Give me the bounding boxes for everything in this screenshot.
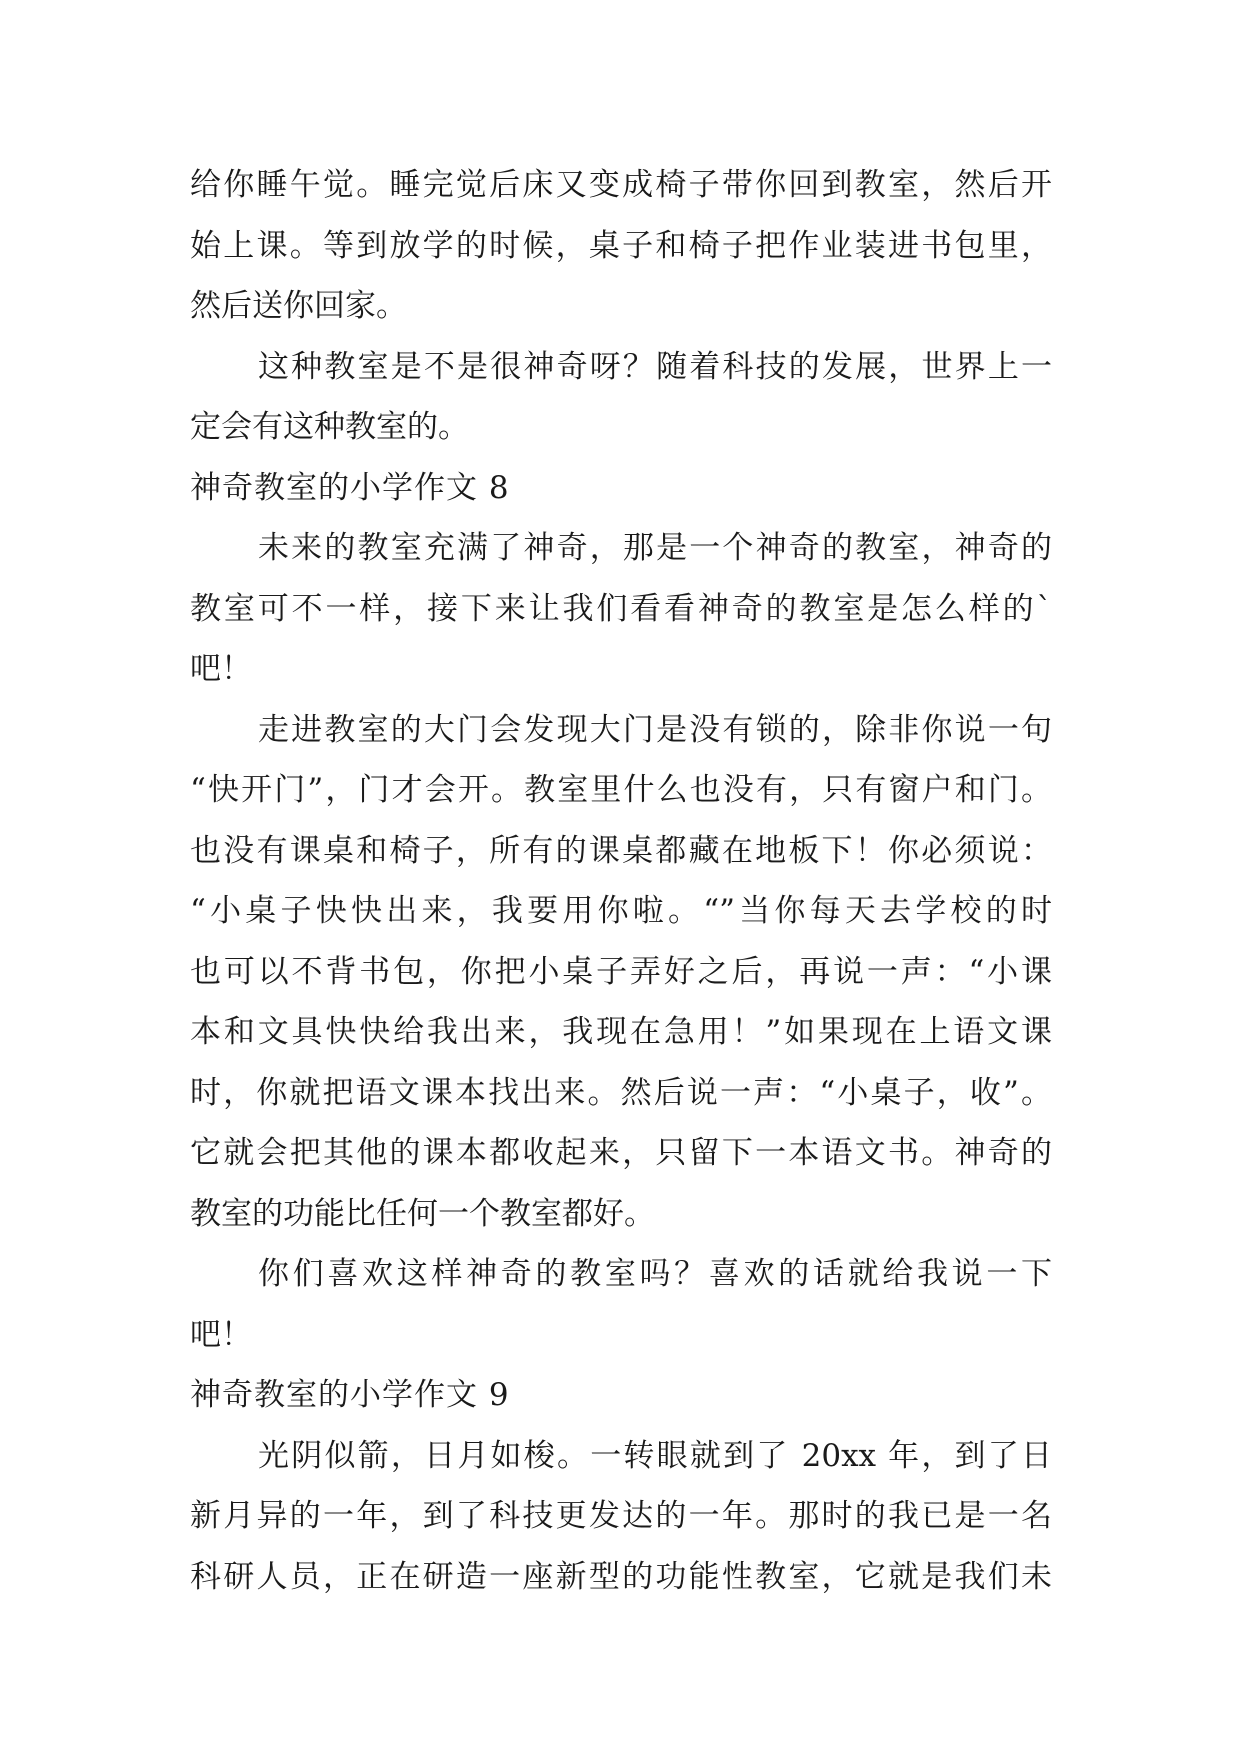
text-line: 然后送你回家。 bbox=[190, 288, 407, 324]
document-body bbox=[190, 155, 1060, 1607]
text-line: 教室的功能比任何一个教室都好。 bbox=[190, 1195, 655, 1232]
text-line: 定会有这种教室的。 bbox=[190, 409, 469, 445]
text-line: “小桌子快快出来，我要用你啦。“”当你每天去学校的时 bbox=[190, 893, 1052, 929]
text-line: “快开门”，门才会开。教室里什么也没有，只有窗户和门。 bbox=[190, 772, 1052, 808]
section-heading-9: 神奇教室的小学作文 9 bbox=[190, 1377, 510, 1413]
text-line: 时，你就把语文课本找出来。然后说一声：“小桌子，收”。 bbox=[190, 1074, 1052, 1111]
text-line: 给你睡午觉。睡完觉后床又变成椅子带你回到教室，然后开 bbox=[190, 167, 1052, 203]
text-line: 吧！ bbox=[190, 1316, 252, 1353]
text-line: 始上课。等到放学的时候，桌子和椅子把作业装进书包里， bbox=[190, 227, 1052, 264]
text-line: 新月异的一年，到了科技更发达的一年。那时的我已是一名 bbox=[190, 1498, 1052, 1534]
text-line: 它就会把其他的课本都收起来，只留下一本语文书。神奇的 bbox=[190, 1135, 1052, 1171]
section-heading-8: 神奇教室的小学作文 8 bbox=[190, 469, 510, 506]
text-line: 也可以不背书包，你把小桌子弄好之后，再说一声：“小课 bbox=[190, 953, 1052, 990]
text-line: 本和文具快快给我出来，我现在急用！”如果现在上语文课 bbox=[190, 1014, 1052, 1050]
paragraph-first-line: 光阴似箭，日月如梭。一转眼就到了 20xx 年，到了日 bbox=[258, 1437, 1052, 1474]
text-line: 也没有课桌和椅子，所有的课桌都藏在地板下！你必须说： bbox=[190, 832, 1052, 869]
text-line: 科研人员，正在研造一座新型的功能性教室，它就是我们未 bbox=[190, 1558, 1052, 1595]
paragraph-first-line: 走进教室的大门会发现大门是没有锁的，除非你说一句 bbox=[258, 711, 1052, 748]
paragraph-first-line: 你们喜欢这样神奇的教室吗？喜欢的话就给我说一下 bbox=[258, 1256, 1052, 1292]
text-line: 教室可不一样，接下来让我们看看神奇的教室是怎么样的` bbox=[190, 590, 1052, 627]
text-line: 吧！ bbox=[190, 651, 252, 687]
paragraph-first-line: 未来的教室充满了神奇，那是一个神奇的教室，神奇的 bbox=[258, 530, 1052, 566]
paragraph-first-line: 这种教室是不是很神奇呀？随着科技的发展，世界上一 bbox=[258, 348, 1052, 385]
